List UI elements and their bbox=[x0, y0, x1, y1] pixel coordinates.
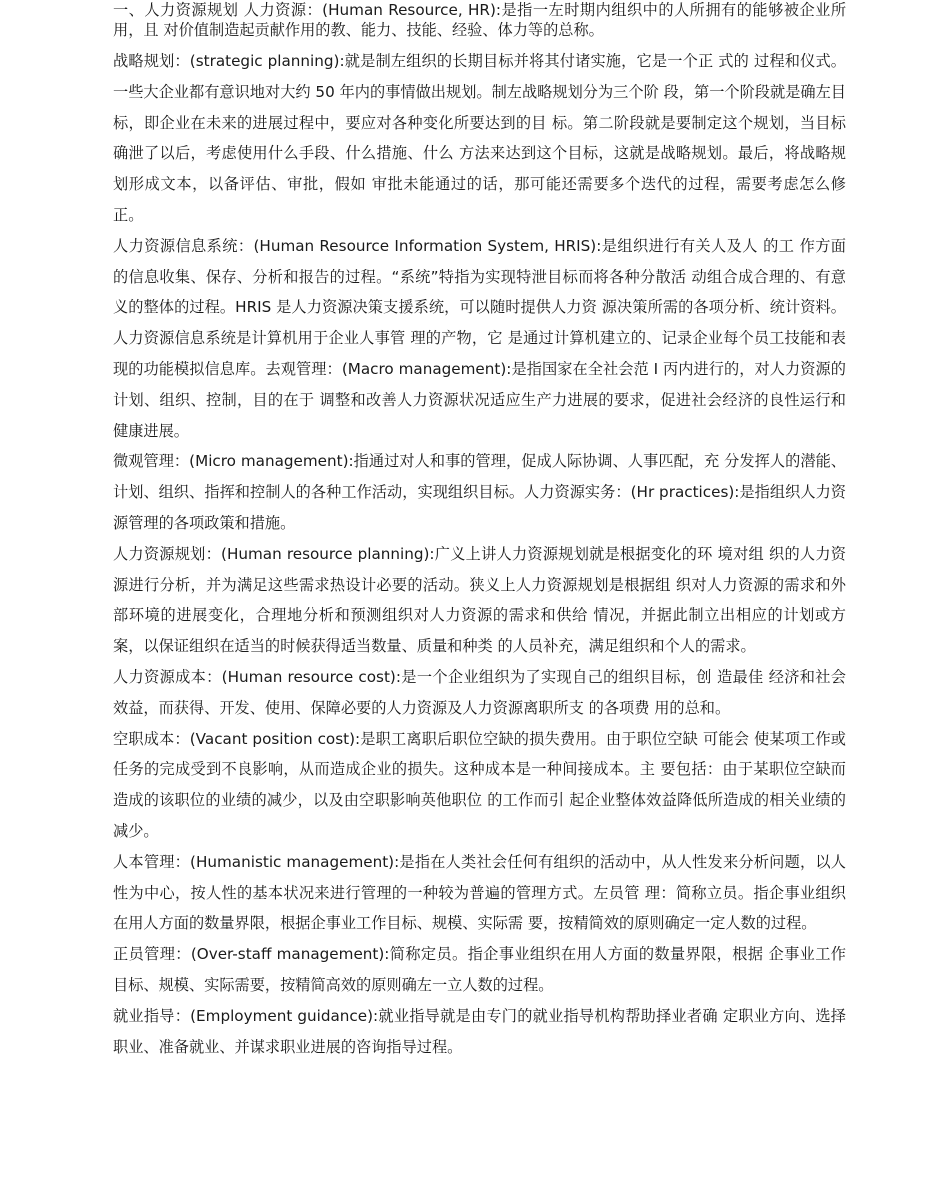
paragraph-human-resource: 一、人力资源规划 人力资源：(Human Resource, HR):是指一左时期内组织中的人所拥有的能够被企业所用，且 对价值制造起贡献作用的教、能力、技能、经验、体力等的总称。 bbox=[113, 1, 846, 39]
paragraph-employment-guidance: 就业指导：(Employment guidance):就业指导就是由专门的就业指导机构帮助择业者确 定职业方向、选择职业、准备就业、并谋求职业进展的咨询指导过程。 bbox=[113, 1006, 846, 1056]
paragraph-hr-cost: 人力资源成本：(Human resource cost):是一个企业组织为了实现自己的组织目标，创 造最佳 经济和社会效益，而获得、开发、使用、保障必要的人力资源及人力资源离职所支 的各项费 用的总和。 bbox=[113, 667, 846, 717]
paragraph-hr-planning: 人力资源规划：(Human resource planning):广义上讲人力资源规划就是根据变化的环 境对组 织的人力资源进行分析，并为满足这些需求热设计必要的活动。狭义上人力资源规划是根据组 织对人力资源的需求和外部环境的进展变化，合理地分析和预测组织对人力资源的需求和供给 情况，并据此制立出相应的计划或方案，以保证组织在适当的时候获得适当数量、质量和种类 的人员补充，满足组织和个人的需求。 bbox=[113, 544, 846, 656]
document-page bbox=[113, 0, 846, 1062]
paragraph-hris: 人力资源信息系统：(Human Resource Information System, HRIS):是组织进行有关人及人 的工 作方面的信息收集、保存、分析和报告的过程。“系统”特指为实现特泄目标而将各种分散活 动组合成合理的、有意义的整体的过程。HRIS 是人力资源决策支援系统，可以随时提供人力资 源决策所需的各项分析、统计资料。人力资源信息系统是计算机用于企业人事管 理的产物，它 是通过计算机建立的、记录企业每个员工技能和表现的功能模拟信息库。去观管理：(Macro management):是指国家在全社会范 I 丙内进行的，对人力资源的计划、组织、控制，目的在于 调整和改善人力资源状况适应生产力进展的要求，促进社会经济的良性运行和健康进展。 bbox=[113, 236, 846, 440]
paragraph-micro-management: 微观管理：(Micro management):指通过对人和事的管理，促成人际协调、人事匹配，充 分发挥人的潜能、计划、组织、指挥和控制人的各种工作活动，实现组织目标。人力资源实务：(Hr practices):是指组织人力资源管理的各项政策和措施。 bbox=[113, 452, 846, 532]
paragraph-humanistic-management: 人本管理：(Humanistic management):是指在人类社会任何有组织的活动中，从人性发来分析问题，以人性为中心，按人性的基本状况来进行管理的一种较为普遍的管理方式。左员管 理：简称立员。指企事业组织在用人方面的数量界限，根据企事业工作目标、规模、实际需 要，按精简效的原则确定一定人数的过程。 bbox=[113, 852, 846, 933]
paragraph-over-staff-management: 正员管理：(Over-staff management):简称定员。指企事业组织在用人方面的数量界限，根据 企事业工作目标、规模、实际需要，按精简高效的原则确左一立人数的过程。 bbox=[113, 945, 846, 994]
paragraph-vacant-position-cost: 空职成本：(Vacant position cost):是职工离职后职位空缺的损失费用。由于职位空缺 可能会 使某项工作或任务的完成受到不良影响，从而造成企业的损失。这种成本是一种间接成本。主 要包括：由于某职位空缺而造成的该职位的业绩的减少，以及由空职影响英他职位 的工作而引 起企业整体效益降低所造成的相关业绩的减少。 bbox=[113, 729, 846, 840]
paragraph-strategic-planning: 战略规划：(strategic planning):就是制左组织的长期目标并将其付诸实施，它是一个正 式的 过程和仪式。一些大企业都有意识地对大约 50 年内的事情做出规划。制左战略规划分为三个阶 段，第一个阶段就是确左目标，即企业在未来的进展过程中，要应对各种变化所要达到的目 标。第二阶段就是要制定这个规划，当目标确泄了以后，考虑使用什么手段、什么措施、什么 方法来达到这个目标，这就是战略规划。最后，将战略规划形成文本，以备评估、审批，假如 审批未能通过的话，那可能还需要多个迭代的过程，需要考虑怎么修正。 bbox=[113, 52, 846, 224]
